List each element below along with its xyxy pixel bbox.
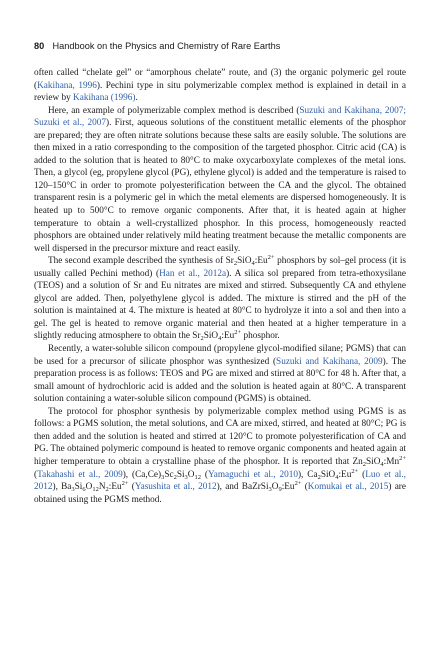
subscript: 2 (200, 335, 204, 343)
subscript: 9 (278, 486, 282, 494)
paragraph-p2 (34, 105, 406, 256)
text-run: ). Pechini type in situ polymerizable complex method is explained in detail in a review by (34, 80, 406, 104)
subscript: 6 (82, 486, 86, 494)
text-run: O (187, 469, 195, 480)
text-run: N (98, 482, 106, 493)
running-title: Handbook on the Physics and Chemistry of Rare Earths (52, 41, 281, 51)
subscript: 3 (161, 473, 165, 481)
citation-link[interactable]: Kakihana, 1996 (37, 80, 97, 91)
subscript: 3 (184, 473, 188, 481)
text-run: ( (301, 482, 308, 493)
text-run: Si (74, 482, 83, 493)
text-run: ) are obtained using the PGMS method. (34, 482, 406, 505)
text-run: :Eu (221, 331, 235, 342)
text-run: ), (Ca,Ce) (122, 469, 162, 480)
text-run: ), Ba (52, 482, 72, 493)
subscript: 2 (362, 460, 366, 468)
text-run: O (85, 482, 93, 493)
text-run: ( (358, 469, 366, 480)
text-run: Si (176, 469, 185, 480)
text-run: Recently, a water-soluble silicon compound (propylene glycol-modified silane; PGMS) that can be used for a precursor of silicate phosphor was synthesized ( (34, 344, 406, 367)
text-run: :Eu (108, 482, 122, 493)
subscript: 2 (105, 486, 109, 494)
citation-link[interactable]: Suzuki and Kakihana, 2009 (276, 356, 383, 367)
citation-link[interactable]: Han et al., 2012a (159, 268, 227, 279)
text-run: ( (200, 469, 208, 480)
subscript: 4 (335, 473, 339, 481)
subscript: 4 (251, 260, 255, 268)
text-run: SiO (237, 256, 252, 267)
citation-link[interactable]: Suzuki and Kakihana, 2007; Suzuki et al., 2007 (34, 105, 406, 129)
superscript: 2+ (399, 454, 406, 462)
paragraph-p1 (34, 67, 406, 105)
citation-link[interactable]: Yasushita et al., 2012 (134, 482, 217, 493)
text-run: phosphor. (241, 331, 280, 342)
subscript: 12 (194, 473, 201, 481)
text-run: SiO (320, 469, 336, 480)
superscript: 2+ (267, 254, 275, 262)
paragraph-p3 (34, 255, 406, 343)
text-run: often called “chelate gel” or “amorphous chelate” route, and (3) the organic polymeric gel route ( (34, 68, 406, 91)
text-run: Here, an example of polymerizable complex method is described ( (48, 105, 300, 116)
text-run: SiO (203, 331, 219, 342)
paragraph-p4 (34, 343, 406, 406)
subscript: 2 (233, 260, 238, 268)
text-run: :Eu (338, 469, 352, 480)
citation-link[interactable]: Takahashi et al., 2009 (37, 469, 123, 480)
text-run: ( (128, 482, 135, 493)
text-run: The protocol for phosphor synthesis by polymerizable complex method using PGMS is as follows: a PGMS solution, the metal solutions, and CA are mixed, stirred, and heated at 80°C; PG is then added and the solution is heated and stirred at 120°C to promote polyesterification of CA and PG. The obtained polymeric compound is heated to remove organic components and heated again at higher temperature to obtain a crystalline phase of the phosphor. It is reported that Zn (34, 406, 406, 467)
text-run: :Eu (254, 256, 268, 267)
text-run: . (135, 93, 138, 104)
subscript: 3 (268, 486, 272, 494)
subscript: 4 (380, 460, 384, 468)
page-number: 80 (34, 41, 45, 51)
text-run: ), and BaZrSi (216, 482, 269, 493)
text-run: ( (34, 469, 38, 480)
superscript: 2+ (294, 480, 302, 488)
superscript: 2+ (121, 480, 129, 488)
citation-link[interactable]: Yamaguchi et al., 2010 (207, 469, 298, 480)
text-run: :Eu (281, 482, 295, 493)
text-run: The second example described the synthesis of Sr (48, 256, 234, 267)
text-run: ). First, aqueous solutions of the constituent metallic elements of the phosphor are prepared; they are often nitrate solutions because these salts are easily soluble. The solutions are then mixed in a ratio corresponding to the composition of the targeted phosphor. Citric acid (CA) is added to the solution that is heated to 80°C to make oxycarboxylate complexes of the metal ions. Then, a glycol (eg, propylene glycol (PG), ethylene glycol) is added and the temperature is raised to 120–150°C in order to promote polyesterification between the CA and the glycol. The obtained transparent resin is a polymeric gel in which the metal elements are dispersed homogeneously. It is heated up to 500°C to remove organic components. After that, it is heated again at higher temperature to obtain a well-crystallized phosphor. In this process, homogeneously reacted phosphors are obtained under relatively mild heating treatment because the metallic components are well dispersed in the precursor mixture and react easily. (34, 118, 407, 254)
running-header (34, 40, 406, 52)
paragraph-p5 (34, 406, 406, 506)
superscript: 2+ (234, 329, 242, 337)
text-run: ). The preparation process is as follows: TEOS and PG are mixed and stirred at 80°C for 48 h. After that, a small amount of hydrochloric acid is added and the solution is heated again at 80°C. A transparent solution containing a water-soluble silicon compound (PGMS) is obtained. (34, 356, 407, 405)
body-text (34, 67, 406, 506)
subscript: 4 (218, 335, 222, 343)
subscript: 3 (71, 486, 75, 494)
text-run: Sc (164, 469, 174, 480)
text-run: O (271, 482, 279, 493)
citation-link[interactable]: Komukai et al., 2015 (307, 482, 389, 493)
subscript: 12 (92, 486, 99, 494)
subscript: 2 (317, 473, 321, 481)
text-run: :Mn (383, 456, 400, 467)
text-run: SiO (366, 456, 381, 467)
superscript: 2+ (351, 467, 359, 475)
text-run: ), Ca (297, 469, 318, 480)
text-run: phosphors by sol–gel process (it is usually called Pechini method) ( (34, 256, 406, 279)
citation-link[interactable]: Kakihana (1996) (73, 93, 136, 104)
citation-link[interactable]: Luo et al., 2012 (34, 469, 406, 493)
subscript: 2 (173, 473, 177, 481)
text-run: ). A silica sol prepared from tetra-ethoxysilane (TEOS) and a solution of Sr and Eu nitrates are mixed and stirred. Subsequently CA and ethylene glycol are added. Then, polyethylene glycol is added. The mixture is stirred and the pH of the solution is maintained at 4. The mixture is heated at 80°C to hydrolyze it into a sol and then into a gel. The gel is heated to remove organic material and then heated at a higher temperature in a slightly reducing atmosphere to obtain the Sr (34, 268, 406, 342)
